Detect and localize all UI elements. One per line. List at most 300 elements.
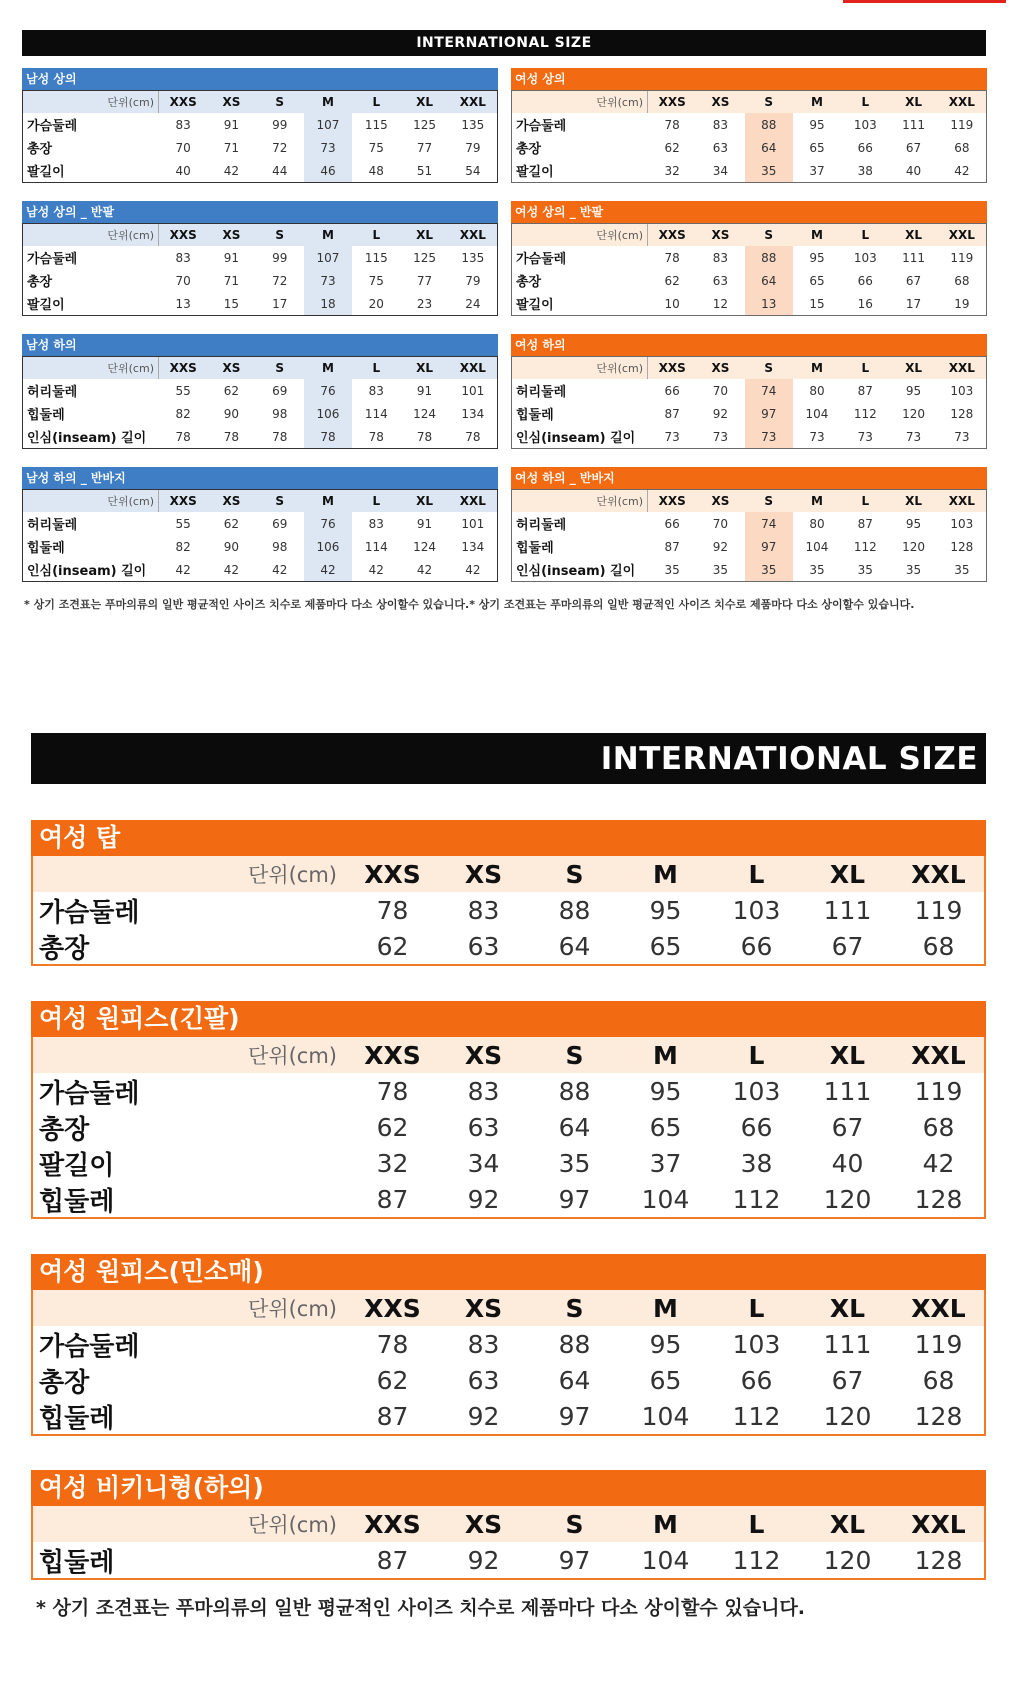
size-value: 78 [376,895,409,925]
size-value: 44 [272,163,288,178]
size-value: 97 [745,535,793,558]
size-value: 112 [732,1184,781,1214]
size-value: 78 [272,429,288,444]
size-value: 125 [413,250,437,265]
size-value: 103 [853,117,877,132]
size-value: 74 [745,379,793,402]
size-value: 78 [416,429,433,444]
size-value: 92 [467,1545,500,1575]
size-value: 103 [732,1076,781,1106]
size-header-s: S [256,490,304,512]
size-value: 95 [809,250,825,265]
size-value: 70 [175,273,191,288]
size-value: 78 [223,429,240,444]
size-value: 63 [712,273,729,288]
size-header-m: M [304,91,352,113]
size-value: 97 [558,1545,591,1575]
size-table [511,68,987,183]
size-header-s: S [529,1506,620,1542]
unit-label: 단위(cm) [23,357,159,379]
size-header-xxl: XXL [938,91,986,113]
size-value: 119 [914,1329,963,1359]
size-value: 15 [809,296,825,311]
size-table [22,201,498,316]
row-label: 허리둘레 [27,518,78,533]
size-value: 63 [467,931,500,961]
size-value: 119 [914,895,963,925]
unit-label: 단위(cm) [23,91,159,113]
table-grid [33,856,984,964]
size-value: 42 [465,562,481,577]
size-value: 128 [914,1184,963,1214]
size-header-s: S [745,224,793,246]
size-value: 106 [304,535,352,558]
size-value: 74 [745,512,793,535]
size-value: 73 [304,136,352,159]
size-header-xxl: XXL [449,357,497,379]
size-value: 73 [954,429,970,444]
size-value: 10 [664,296,680,311]
size-header-m: M [620,1037,711,1073]
size-header-l: L [711,1506,802,1542]
size-disclaimer-top: * 상기 조견표는 푸마의류의 일반 평균적인 사이즈 치수로 제품마다 다소 상이할수 있습니다.* 상기 조견표는 푸마의류의 일반 평균적인 사이즈 치수로 제품마다 다소 상이할수 있습니다. [24,598,915,611]
size-value: 87 [664,539,680,554]
unit-label: 단위(cm) [512,490,648,512]
size-value: 65 [809,140,825,155]
size-table [511,201,987,316]
size-value: 73 [304,269,352,292]
row-label: 힙둘레 [27,541,65,556]
size-value: 67 [831,1112,864,1142]
size-value: 66 [857,273,873,288]
row-label: 총장 [39,1367,90,1398]
size-value: 95 [809,117,825,132]
row-label: 총장 [516,142,542,157]
size-value: 104 [641,1184,690,1214]
size-table [511,334,987,449]
size-value: 124 [413,406,437,421]
size-value: 91 [223,117,240,132]
size-value: 95 [649,1076,682,1106]
table-grid [22,90,498,183]
table-grid [511,489,987,582]
size-value: 13 [175,296,191,311]
size-value: 134 [461,539,485,554]
size-value: 112 [853,406,877,421]
row-label: 허리둘레 [27,385,78,400]
size-value: 91 [416,383,433,398]
row-label: 총장 [39,933,90,964]
table-grid [22,489,498,582]
size-value: 17 [905,296,922,311]
row-label: 힙둘레 [39,1186,115,1217]
size-value: 35 [809,562,825,577]
unit-label: 단위(cm) [33,1506,347,1542]
size-value: 35 [954,562,970,577]
row-label: 허리둘레 [516,385,567,400]
size-value: 69 [272,383,288,398]
size-value: 79 [465,140,481,155]
size-header-xl: XL [400,490,448,512]
size-header-xxl: XXL [938,357,986,379]
size-value: 119 [914,1076,963,1106]
row-label: 허리둘레 [516,518,567,533]
size-value: 42 [922,1148,955,1178]
size-value: 35 [558,1148,591,1178]
size-header-xl: XL [400,224,448,246]
size-value: 134 [461,406,485,421]
size-header-xl: XL [802,1506,893,1542]
size-header-xxs: XXS [159,224,207,246]
size-header-xl: XL [400,91,448,113]
size-value: 37 [649,1148,682,1178]
table-title: 여성 상의 _ 반팔 [511,201,987,223]
size-value: 80 [809,383,825,398]
size-value: 73 [745,425,793,448]
size-header-xl: XL [889,490,937,512]
size-value: 95 [905,516,922,531]
size-value: 104 [641,1401,690,1431]
size-value: 17 [272,296,288,311]
size-header-m: M [304,357,352,379]
size-value: 111 [902,117,926,132]
size-value: 119 [950,250,974,265]
size-value: 68 [954,273,970,288]
size-value: 83 [467,1329,500,1359]
size-header-xs: XS [438,856,529,892]
size-value: 73 [905,429,922,444]
size-value: 90 [223,406,240,421]
size-header-xxs: XXS [347,856,438,892]
size-value: 83 [467,895,500,925]
size-value: 83 [368,516,384,531]
size-value: 73 [664,429,680,444]
size-value: 67 [831,1365,864,1395]
size-value: 77 [416,140,433,155]
size-value: 68 [954,140,970,155]
size-value: 12 [712,296,729,311]
size-value: 91 [223,250,240,265]
top-accent-bar [843,0,1006,3]
row-label: 힙둘레 [516,541,554,556]
size-value: 63 [712,140,729,155]
size-value: 51 [416,163,433,178]
size-header-xxs: XXS [648,91,696,113]
unit-label: 단위(cm) [33,856,347,892]
size-value: 54 [465,163,481,178]
size-value: 92 [467,1184,500,1214]
size-value: 88 [745,246,793,269]
size-value: 42 [416,562,433,577]
size-value: 62 [664,273,680,288]
size-header-xl: XL [802,1290,893,1326]
size-value: 78 [368,429,384,444]
size-value: 35 [745,159,793,182]
size-value: 67 [905,273,922,288]
size-value: 87 [857,516,873,531]
size-header-l: L [711,1037,802,1073]
size-value: 90 [223,539,240,554]
size-header-m: M [304,224,352,246]
unit-label: 단위(cm) [512,357,648,379]
row-label: 가슴둘레 [27,119,78,134]
size-value: 42 [272,562,288,577]
size-value: 120 [902,539,926,554]
size-table-large [31,1001,986,1219]
size-value: 66 [664,383,680,398]
size-value: 103 [732,1329,781,1359]
size-value: 38 [857,163,873,178]
size-header-xs: XS [207,91,255,113]
size-header-xs: XS [696,224,744,246]
unit-label: 단위(cm) [33,1037,347,1073]
size-header-xxl: XXL [893,1290,984,1326]
row-label: 힙둘레 [39,1403,115,1434]
size-value: 64 [558,1112,591,1142]
size-value: 42 [223,562,240,577]
size-value: 103 [950,383,974,398]
size-value: 63 [467,1112,500,1142]
size-value: 128 [950,406,974,421]
size-value: 78 [376,1329,409,1359]
size-value: 70 [175,140,191,155]
size-disclaimer-bottom: * 상기 조견표는 푸마의류의 일반 평균적인 사이즈 치수로 제품마다 다소 상이할수 있습니다. [36,1597,806,1619]
unit-label: 단위(cm) [512,224,648,246]
size-value: 64 [745,269,793,292]
size-value: 66 [740,931,773,961]
size-value: 34 [467,1148,500,1178]
size-value: 42 [304,558,352,581]
size-value: 80 [809,516,825,531]
row-label: 가슴둘레 [39,1331,140,1362]
size-header-s: S [745,91,793,113]
size-value: 38 [740,1148,773,1178]
size-value: 15 [223,296,240,311]
row-label: 가슴둘레 [39,1078,140,1109]
size-header-l: L [841,490,889,512]
size-value: 64 [558,1365,591,1395]
table-grid [33,1037,984,1217]
size-value: 135 [461,117,485,132]
size-header-xxs: XXS [347,1290,438,1326]
size-value: 77 [416,273,433,288]
size-value: 114 [364,539,388,554]
size-value: 72 [272,140,288,155]
size-value: 95 [649,895,682,925]
size-header-l: L [352,91,400,113]
size-header-l: L [711,856,802,892]
size-table [22,467,498,582]
size-table [22,68,498,183]
size-header-xl: XL [802,1037,893,1073]
size-header-xl: XL [802,856,893,892]
size-header-xl: XL [889,91,937,113]
size-value: 66 [740,1365,773,1395]
size-header-s: S [256,224,304,246]
size-value: 71 [223,140,240,155]
size-header-xs: XS [696,91,744,113]
size-value: 83 [368,383,384,398]
size-header-l: L [352,490,400,512]
size-header-s: S [529,1037,620,1073]
row-label: 팔길이 [39,1150,115,1181]
size-header-l: L [841,91,889,113]
size-header-m: M [793,224,841,246]
size-value: 66 [664,516,680,531]
table-grid [511,223,987,316]
table-title: 여성 상의 [511,68,987,90]
size-value: 37 [809,163,825,178]
size-value: 83 [175,250,191,265]
size-value: 111 [823,895,872,925]
row-label: 팔길이 [516,298,554,313]
size-header-xxl: XXL [938,224,986,246]
size-value: 32 [664,163,680,178]
size-value: 87 [376,1545,409,1575]
table-title: 여성 하의 [511,334,987,356]
table-title: 여성 원피스(긴팔) [31,1001,986,1037]
size-value: 87 [376,1401,409,1431]
row-label: 총장 [27,142,53,157]
size-value: 87 [857,383,873,398]
size-value: 83 [712,250,729,265]
size-chart-header-large: INTERNATIONAL SIZE [31,733,986,784]
size-value: 42 [175,562,191,577]
size-value: 76 [304,379,352,402]
size-value: 83 [467,1076,500,1106]
size-value: 120 [823,1545,872,1575]
size-value: 62 [376,1365,409,1395]
table-title: 남성 상의 [22,68,498,90]
row-label: 인심(inseam) 길이 [516,431,636,446]
size-value: 98 [272,539,288,554]
size-value: 48 [368,163,384,178]
size-value: 124 [413,539,437,554]
row-label: 총장 [27,275,53,290]
table-grid [22,356,498,449]
size-header-l: L [841,224,889,246]
size-value: 83 [712,117,729,132]
size-value: 120 [823,1184,872,1214]
table-title: 남성 상의 _ 반팔 [22,201,498,223]
size-value: 69 [272,516,288,531]
size-value: 92 [712,406,729,421]
size-value: 64 [558,931,591,961]
size-value: 87 [664,406,680,421]
row-label: 힙둘레 [27,408,65,423]
size-value: 119 [950,117,974,132]
size-header-l: L [352,224,400,246]
size-chart-header: INTERNATIONAL SIZE [22,30,986,56]
size-value: 128 [914,1545,963,1575]
size-value: 103 [732,895,781,925]
size-value: 46 [304,159,352,182]
size-header-m: M [304,490,352,512]
size-value: 120 [902,406,926,421]
size-header-m: M [620,856,711,892]
size-header-xl: XL [400,357,448,379]
size-value: 135 [461,250,485,265]
size-header-xxs: XXS [159,91,207,113]
size-table [511,467,987,582]
size-value: 107 [304,246,352,269]
row-label: 총장 [516,275,542,290]
size-value: 73 [712,429,729,444]
size-value: 72 [272,273,288,288]
size-header-s: S [529,1290,620,1326]
size-value: 70 [712,383,729,398]
size-value: 111 [902,250,926,265]
size-value: 95 [649,1329,682,1359]
size-value: 87 [376,1184,409,1214]
size-header-xxl: XXL [449,490,497,512]
size-value: 120 [823,1401,872,1431]
size-value: 62 [376,931,409,961]
size-value: 18 [304,292,352,315]
size-header-xxs: XXS [648,490,696,512]
size-table [22,334,498,449]
size-table-large [31,1254,986,1436]
size-value: 62 [664,140,680,155]
size-value: 99 [272,250,288,265]
size-header-l: L [841,357,889,379]
table-grid [511,90,987,183]
size-header-xxs: XXS [347,1037,438,1073]
size-value: 42 [954,163,970,178]
table-title: 여성 원피스(민소매) [31,1254,986,1290]
size-value: 128 [914,1401,963,1431]
size-value: 88 [745,113,793,136]
size-header-s: S [745,357,793,379]
row-label: 팔길이 [27,298,65,313]
size-header-s: S [529,856,620,892]
size-value: 20 [368,296,384,311]
size-header-xs: XS [438,1506,529,1542]
row-label: 인심(inseam) 길이 [27,564,147,579]
size-value: 78 [664,117,680,132]
size-header-l: L [352,357,400,379]
table-title: 남성 하의 [22,334,498,356]
size-value: 83 [175,117,191,132]
size-header-m: M [620,1290,711,1326]
size-value: 32 [376,1148,409,1178]
size-value: 111 [823,1329,872,1359]
size-value: 103 [853,250,877,265]
size-value: 88 [558,1329,591,1359]
unit-label: 단위(cm) [512,91,648,113]
size-value: 76 [304,512,352,535]
table-title: 여성 하의 _ 반바지 [511,467,987,489]
size-value: 71 [223,273,240,288]
size-value: 88 [558,1076,591,1106]
size-value: 112 [853,539,877,554]
unit-label: 단위(cm) [23,490,159,512]
table-title: 여성 탑 [31,820,986,856]
size-value: 114 [364,406,388,421]
size-value: 68 [922,1365,955,1395]
size-value: 66 [740,1112,773,1142]
size-value: 23 [416,296,433,311]
size-value: 67 [831,931,864,961]
size-value: 82 [175,406,191,421]
size-value: 13 [745,292,793,315]
size-value: 35 [712,562,729,577]
size-value: 97 [745,402,793,425]
size-value: 106 [304,402,352,425]
size-value: 78 [304,425,352,448]
row-label: 인심(inseam) 길이 [516,564,636,579]
row-label: 인심(inseam) 길이 [27,431,147,446]
